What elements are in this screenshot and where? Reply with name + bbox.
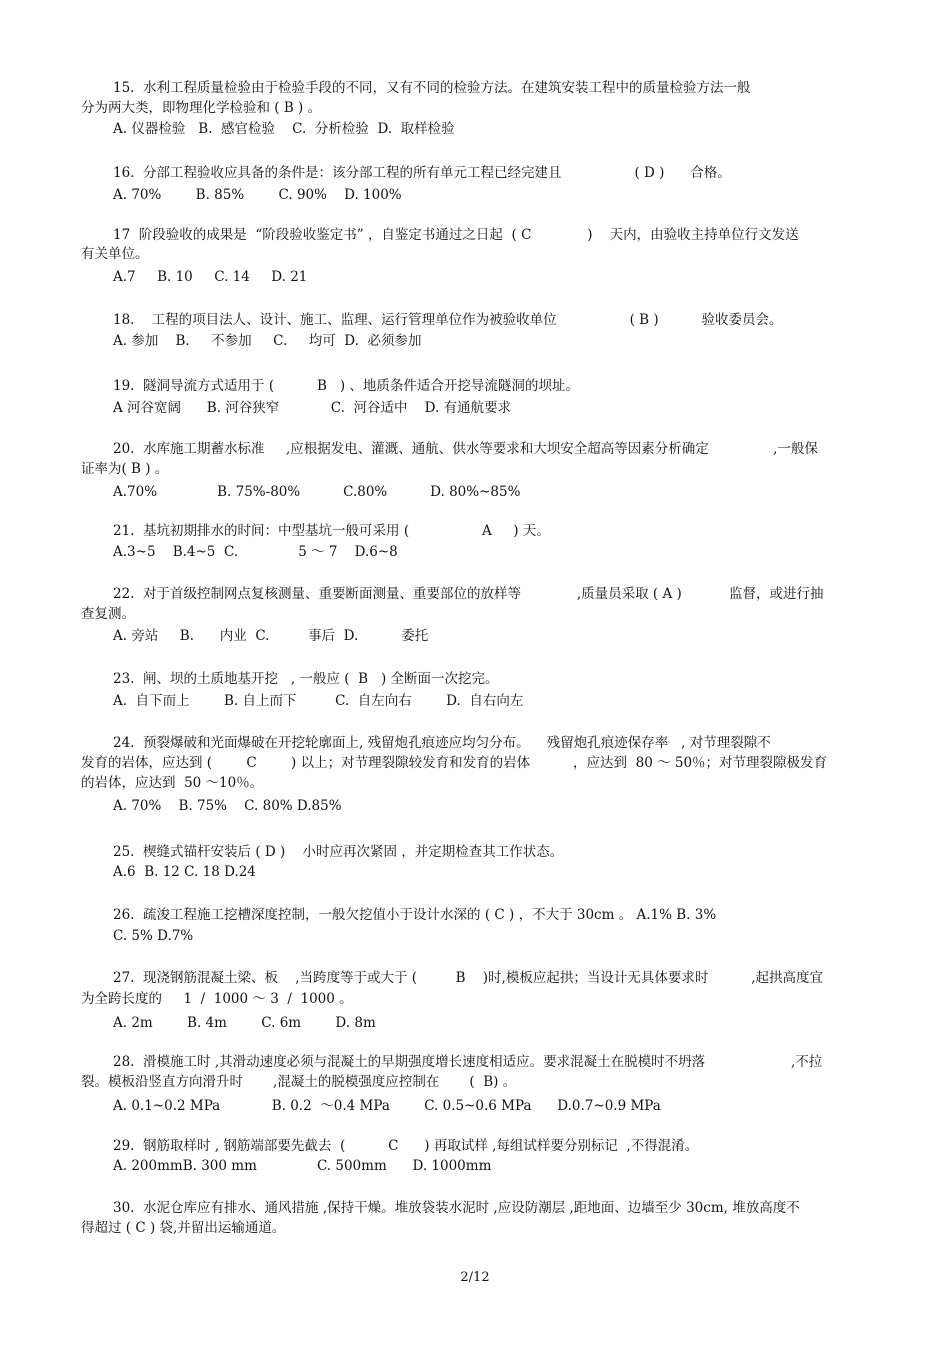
- question-text: 22. 对于首级控制网点复核测量、重要断面测量、重要部位的放样等 ,质量员采取 ( A ) 监督，或进行抽: [113, 586, 824, 602]
- question-options: C. 5% D.7%: [113, 928, 194, 944]
- question-text: 25. 楔缝式锚杆安装后 ( D ) 小时应再次紧固 ，并定期检查其工作状态。: [113, 844, 564, 860]
- question-options: A. 仪器检验 B. 感官检验 C. 分析检验 D. 取样检验: [113, 121, 455, 137]
- question-text: 26. 疏浚工程施工挖槽深度控制，一般欠挖值小于设计水深的 ( C ) ，不大于 30cm 。 A.1% B. 3%: [113, 907, 717, 923]
- question-text: 发育的岩体，应达到 ( C ) 以上；对节理裂隙较发育和发育的岩体 ，应达到 80 ～ 50％；对节理裂隙极发育: [81, 755, 828, 771]
- question-text: 证率为( B ) 。: [81, 461, 169, 477]
- question-text: 27. 现浇钢筋混凝土梁、板 ,当跨度等于或大于 ( B )时,模板应起拱；当设计无具体要求时 ,起拱高度宜: [113, 970, 824, 986]
- question-text: 18. 工程的项目法人、设计、施工、监理、运行管理单位作为被验收单位 ( B ) 验收委员会。: [113, 312, 783, 328]
- question-options: A. 参加 B. 不参加 C. 均可 D. 必须参加: [113, 333, 422, 349]
- question-options: A. 旁站 B. 内业 C. 事后 D. 委托: [113, 628, 429, 644]
- question-options: A 河谷宽阔 B. 河谷狭窄 C. 河谷适中 D. 有通航要求: [113, 400, 512, 416]
- question-options: A. 70% B. 85% C. 90% D. 100%: [113, 187, 402, 203]
- question-text: 30. 水泥仓库应有排水、通风措施 ,保持干燥。堆放袋装水泥时 ,应设防潮层 ,距地面、边墙至少 30cm, 堆放高度不: [113, 1200, 800, 1216]
- question-text: 29. 钢筋取样时 , 钢筋端部要先截去 ( C ) 再取试样 ,每组试样要分别标记 ,不得混淆。: [113, 1138, 699, 1154]
- question-options: A. 70% B. 75% C. 80% D.85%: [113, 798, 342, 814]
- question-options: A.6 B. 12 C. 18 D.24: [113, 864, 256, 880]
- question-options: A. 0.1~0.2 MPa B. 0.2 ～0.4 MPa C. 0.5~0.6 MPa D.0.7~0.9 MPa: [113, 1098, 661, 1114]
- question-text: 21. 基坑初期排水的时间：中型基坑一般可采用 ( A ) 天。: [113, 523, 550, 539]
- question-text: 19. 隧洞导流方式适用于 ( B ) 、地质条件适合开挖导流隧洞的坝址。: [113, 378, 579, 394]
- question-options: A. 自下而上 B. 自上而下 C. 自左向右 D. 自右向左: [113, 693, 524, 709]
- question-text: 分为两大类，即物理化学检验和 ( B ) 。: [81, 100, 322, 116]
- question-options: A.3~5 B.4~5 C. 5 ～ 7 D.6~8: [113, 544, 398, 560]
- question-options: A.70% B. 75%-80% C.80% D. 80%~85%: [113, 484, 521, 500]
- question-text: 24. 预裂爆破和光面爆破在开挖轮廓面上, 残留炮孔痕迹应均匀分布。 残留炮孔痕迹保存率 , 对节理裂隙不: [113, 735, 771, 751]
- question-text: 得超过 ( C ) 袋,并留出运输通道。: [81, 1220, 286, 1236]
- page-number: 2/12: [460, 1270, 490, 1285]
- question-text: 17 阶段验收的成果是 “阶段验收鉴定书” ，自鉴定书通过之日起 ( C ) 天内，由验收主持单位行文发送: [113, 227, 799, 243]
- question-text: 20. 水库施工期蓄水标准 ,应根据发电、灌溉、通航、供水等要求和大坝安全超高等因素分析确定 ,一般保: [113, 441, 818, 457]
- question-text: 查复测。: [81, 606, 135, 622]
- question-text: 为全跨长度的 1 / 1000 ～ 3 / 1000 。: [81, 991, 353, 1007]
- question-text: 裂。模板沿竖直方向滑升时 ,混凝土的脱模强度应控制在 ( B) 。: [81, 1074, 517, 1090]
- question-text: 15. 水利工程质量检验由于检验手段的不同，又有不同的检验方法。在建筑安装工程中的质量检验方法一般: [113, 80, 751, 96]
- question-text: 有关单位。: [81, 246, 149, 262]
- question-text: 28. 滑模施工时 ,其滑动速度必须与混凝土的早期强度增长速度相适应。要求混凝土在脱模时不坍落 ,不拉: [113, 1054, 823, 1070]
- question-text: 的岩体，应达到 50 ～10％。: [81, 775, 264, 791]
- question-options: A.7 B. 10 C. 14 D. 21: [113, 269, 308, 285]
- question-options: A. 200mmB. 300 mm C. 500mm D. 1000mm: [113, 1158, 492, 1174]
- question-text: 23. 闸、坝的土质地基开挖 , 一般应 ( B ) 全断面一次挖完。: [113, 671, 499, 687]
- question-options: A. 2m B. 4m C. 6m D. 8m: [113, 1015, 376, 1031]
- question-text: 16. 分部工程验收应具备的条件是：该分部工程的所有单元工程已经完建且 ( D ) 合格。: [113, 165, 731, 181]
